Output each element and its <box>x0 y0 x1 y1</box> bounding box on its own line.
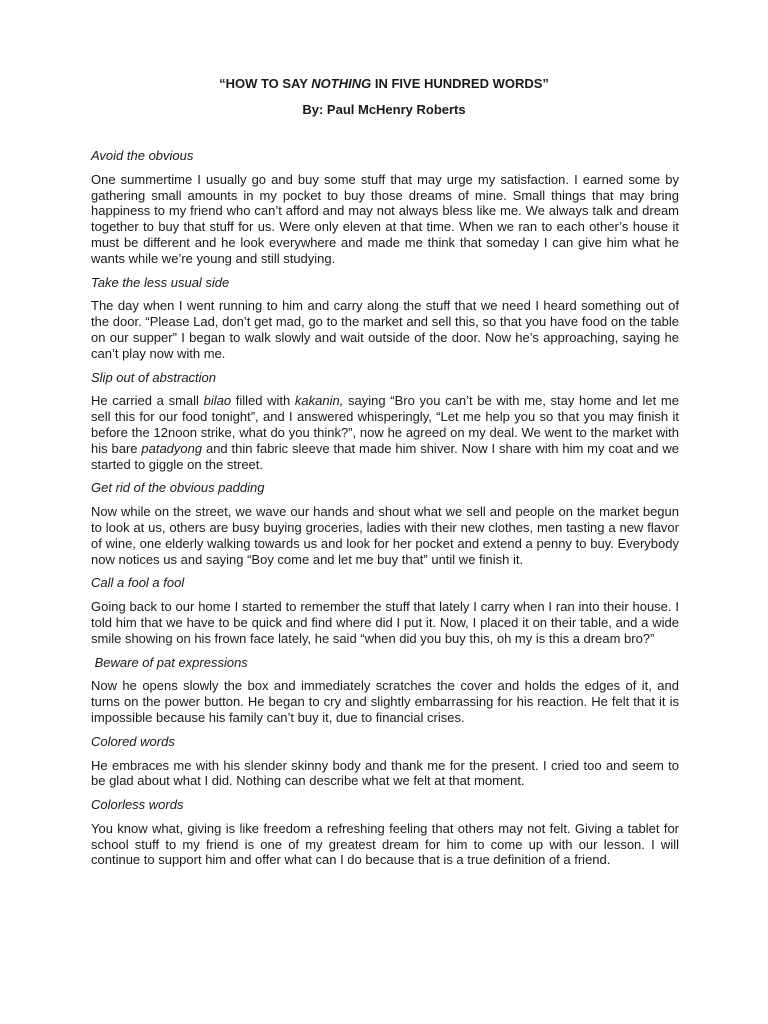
title-prefix: “HOW TO SAY <box>219 76 312 91</box>
text-run: filled with <box>231 393 295 409</box>
document-title <box>0 76 768 92</box>
section-paragraph: He embraces me with his slender skinny body and thank me for the present. I cried too and seem to be glad about what I did. Nothing can describe what we felt at that moment. <box>91 757 679 789</box>
section-paragraph: You know what, giving is like freedom a refreshing feeling that others may not felt. Giving a tablet for school stuff to my friend is one of my greatest dream for him to come up with our lesson. I will continue to support him and offer what can I do because that is a true definition of a friend. <box>91 820 679 868</box>
section-heading: Colorless words <box>91 797 184 813</box>
title-emphasis: NOTHING <box>311 76 372 91</box>
section-heading: Call a fool a fool <box>91 575 185 591</box>
emphasized-word: patadyong <box>141 440 203 456</box>
section-heading: Avoid the obvious <box>91 148 194 163</box>
title-block <box>0 76 768 118</box>
text-run: He carried a small <box>91 393 204 409</box>
section-heading: Colored words <box>91 733 175 749</box>
section-paragraph: Going back to our home I started to remember the stuff that lately I carry when I ran into their house. I told him that we have to be quick and find where did I put it. Now, I placed it on their table, and a wide smile showing on his frown face lately, he said “when did you buy this, oh my is this a dream bro?” <box>91 599 679 646</box>
section-heading: Beware of pat expressions <box>91 654 248 670</box>
section-heading: Slip out of abstraction <box>91 369 217 385</box>
emphasized-word: kakanin, <box>294 393 344 409</box>
section-heading: Take the less usual side <box>91 274 230 290</box>
section-paragraph <box>91 393 679 472</box>
section-paragraph: The day when I went running to him and carry along the stuff that we need I heard something out of the door. “Please Lad, don’t get mad, go to the market and sell this, so that you have food on the table on our supper” I began to walk slowly and wait outside of the door. Now he’s approaching, saying he can’t play now with me. <box>91 298 679 361</box>
section-paragraph: Now while on the street, we wave our hands and shout what we sell and people on the market begun to look at us, others are busy buying groceries, ladies with their new clothes, men tasting a new flavor of wine, one elderly walking towards us and look for her pocket and extend a penny to buy. Everybody now notices us and saying “Boy come and let me buy that” until we finish it. <box>91 504 679 567</box>
author-byline: By: Paul McHenry Roberts <box>302 102 466 117</box>
text-run: saying “Bro you can’t be with me, stay home and let me sell this for our food tonight”, and I answered whisperingly, “Let me help you so that you may finish it before the 12noon strike, what do you think?”, now he agreed on my deal. We went to the market with his bare <box>91 393 679 456</box>
emphasized-word: bilao <box>203 393 232 409</box>
section-paragraph: Now he opens slowly the box and immediately scratches the cover and holds the edges of it, and turns on the power button. He began to cry and slightly embarrassing for his reaction. He felt that it is impossible because his family can’t buy it, due to financial crises. <box>91 678 679 725</box>
text-run: and thin fabric sleeve that made him shiver. Now I share with him my coat and we started to giggle on the street. <box>91 440 679 472</box>
section-heading: Get rid of the obvious padding <box>91 480 265 496</box>
section-paragraph: One summertime I usually go and buy some stuff that may urge my satisfaction. I earned some by gathering small amounts in my pocket to buy those dreams of mine. Small things that may bring happiness to my friend who can’t afford and may not always bless like me. We always talk and dream together to buy that stuff for us. Were only eleven at that time. When we ran to each other’s house it must be different and he look everywhere and made me think that someday I can give him what he wants while we’re young and still studying. <box>91 171 679 266</box>
document-body <box>91 148 679 876</box>
title-suffix: IN FIVE HUNDRED WORDS” <box>371 76 549 91</box>
